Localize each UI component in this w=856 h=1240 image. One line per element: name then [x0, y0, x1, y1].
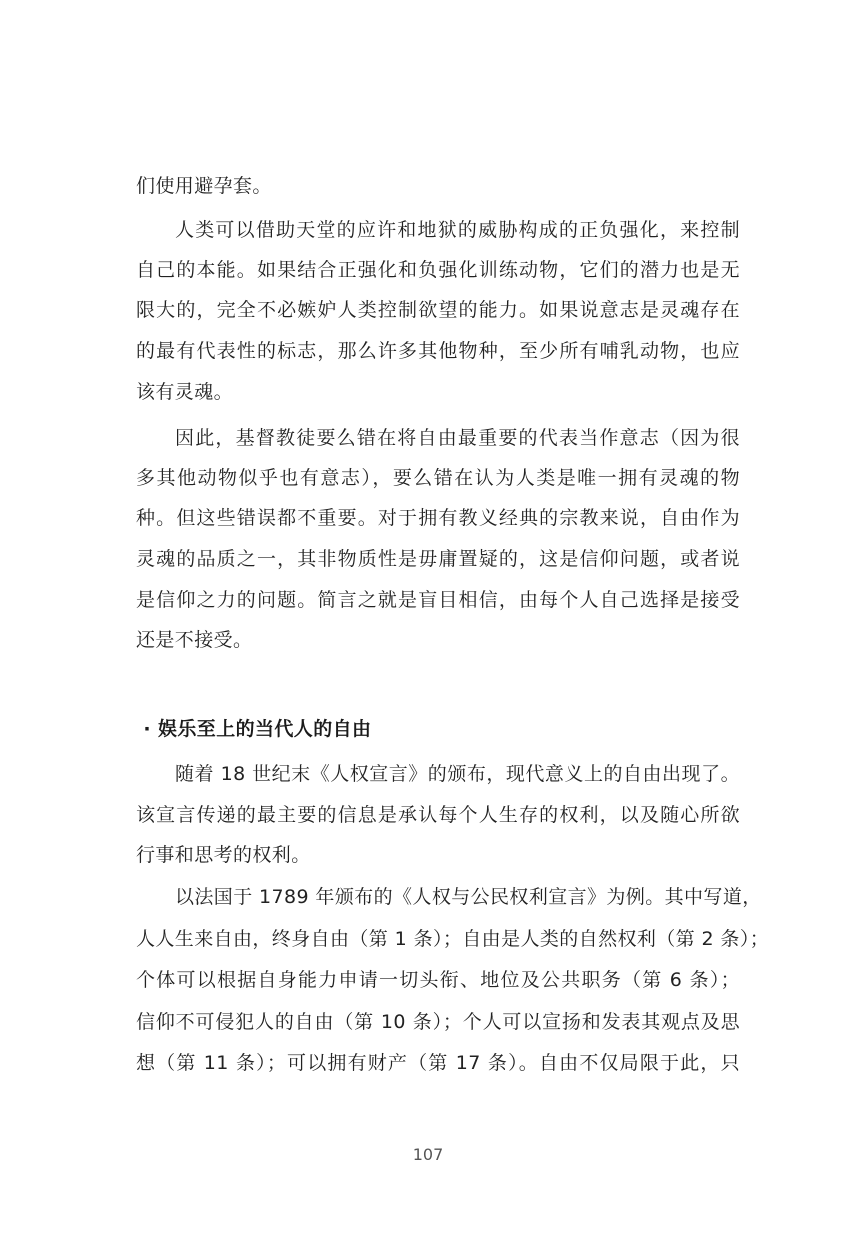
paragraph-line: 想（第 11 条）；可以拥有财产（第 17 条）。自由不仅局限于此，只	[136, 1052, 740, 1074]
paragraph-line: 还是不接受。	[136, 629, 253, 651]
paragraph-line: 以法国于 1789 年颁布的《人权与公民权利宣言》为例。其中写道，	[175, 886, 762, 908]
paragraph-line: 人类可以借助天堂的应许和地狱的威胁构成的正负强化，来控制	[175, 219, 740, 241]
paragraph-line: 信仰不可侵犯人的自由（第 10 条）；个人可以宣扬和发表其观点及思	[136, 1011, 740, 1033]
paragraph-line: 的最有代表性的标志，那么许多其他物种，至少所有哺乳动物，也应	[136, 340, 740, 362]
paragraph-line: 限大的，完全不必嫉妒人类控制欲望的能力。如果说意志是灵魂存在	[136, 299, 740, 321]
paragraph-line: 是信仰之力的问题。简言之就是盲目相信，由每个人自己选择是接受	[136, 589, 740, 611]
paragraph-line: 该有灵魂。	[136, 381, 234, 403]
paragraph-line: 灵魂的品质之一，其非物质性是毋庸置疑的，这是信仰问题，或者说	[136, 548, 740, 570]
paragraph-line: 个体可以根据自身能力申请一切头衔、地位及公共职务（第 6 条）；	[136, 969, 740, 991]
section-bullet: ·	[143, 718, 151, 740]
paragraph-line: 多其他动物似乎也有意志），要么错在认为人类是唯一拥有灵魂的物	[136, 467, 740, 489]
page-number: 107	[412, 1145, 444, 1164]
paragraph-line: 种。但这些错误都不重要。对于拥有教义经典的宗教来说，自由作为	[136, 507, 740, 529]
paragraph-line: 因此，基督教徒要么错在将自由最重要的代表当作意志（因为很	[175, 427, 740, 449]
paragraph-line: 人人生来自由，终身自由（第 1 条）；自由是人类的自然权利（第 2 条）；	[136, 928, 770, 950]
paragraph-line: 该宣言传递的最主要的信息是承认每个人生存的权利，以及随心所欲	[136, 804, 740, 826]
paragraph-line: 自己的本能。如果结合正强化和负强化训练动物，它们的潜力也是无	[136, 259, 740, 281]
paragraph-line: 行事和思考的权利。	[136, 844, 311, 866]
paragraph-line: 们使用避孕套。	[136, 175, 272, 197]
section-heading: 娱乐至上的当代人的自由	[158, 718, 372, 740]
paragraph-line: 随着 18 世纪末《人权宣言》的颁布，现代意义上的自由出现了。	[175, 763, 740, 785]
